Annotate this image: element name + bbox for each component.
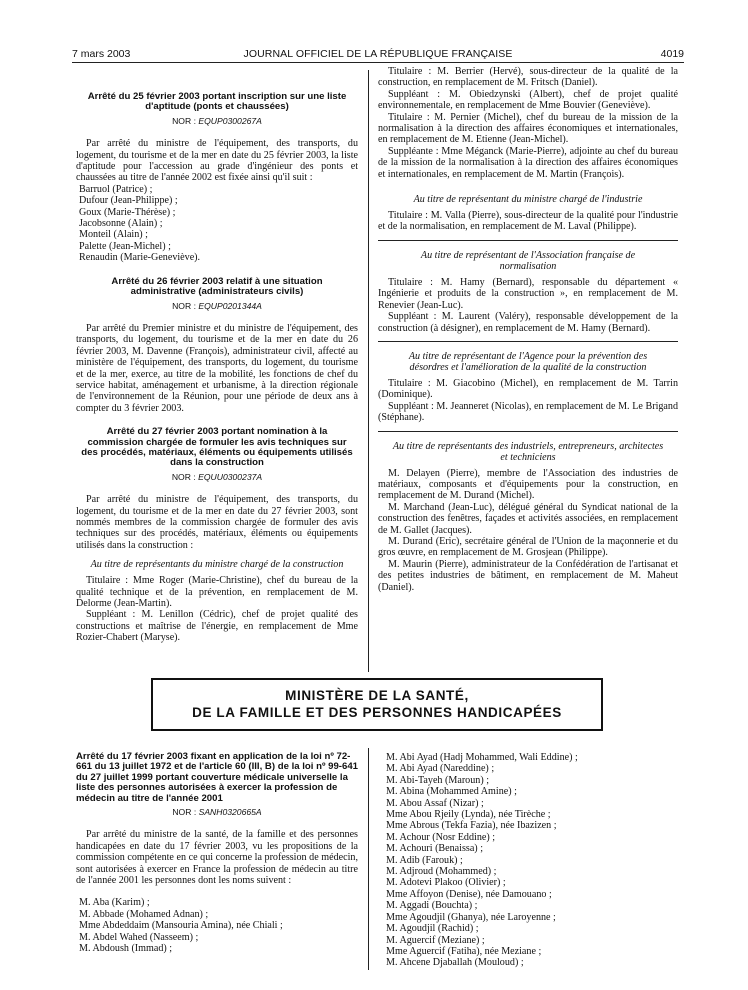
paragraph-laurent: Suppléant : M. Laurent (Valéry), responsable développement de la construction (à désigner), en remplacement de M. Hamy (Bernard).	[378, 311, 678, 334]
list-item: Mme Aguercif (Fatiha), née Meziane ;	[386, 945, 542, 957]
nor-reference-2: NOR : EQUP0201344A	[172, 300, 262, 311]
list-item: M. Abdel Wahed (Nasseem) ;	[79, 931, 199, 943]
paragraph-delayen: M. Delayen (Pierre), membre de l'Association des industries de matériaux, composants et d'équipements pour la construction, en remplacement de M. Durand (Michel).	[378, 467, 678, 502]
list-item: Dufour (Jean-Philippe) ;	[79, 195, 178, 207]
paragraph-jeanneret: Suppléant : M. Jeanneret (Nicolas), en remplacement de M. Le Brigand (Stéphane).	[378, 400, 678, 424]
section-heading-afnor: Au titre de représentant de l'Association française de normalisation	[420, 249, 636, 272]
list-item: M. Abdoush (Immad) ;	[79, 943, 173, 955]
paragraph-durand: M. Durand (Eric), secrétaire général de l'Union de la maçonnerie et du gros œuvre, en remplacement de M. Grosjean (Philippe).	[378, 535, 678, 559]
page-number: 4019	[660, 48, 684, 60]
nor-reference-3: NOR : EQUU0300237A	[171, 471, 263, 482]
list-item: M. Abina (Mohammed Amine) ;	[386, 786, 517, 798]
right-column	[378, 66, 678, 593]
paragraph-hamy: Titulaire : M. Hamy (Bernard), responsable du département « Ingénierie et produits de la construction », en remplacement de M. Renevier (Jean-Luc).	[378, 276, 678, 311]
section-separator	[378, 341, 678, 342]
ministry-heading-line-2: DE LA FAMILLE ET DES PERSONNES HANDICAPÉES	[192, 705, 562, 720]
list-item: Palette (Jean-Michel) ;	[79, 240, 171, 252]
paragraph-meganck: Suppléante : Mme Méganck (Marie-Pierre), adjointe au chef du bureau de la mission de la normalisation à la direction des affaires économiques et internationales, en remplacement de M. Martin (François).	[378, 145, 678, 180]
paragraph-titulaire-roger: Titulaire : Mme Roger (Marie-Christine), chef du bureau de la qualité technique et de la prévention, en remplacement de M. Delorme (Jean-Martin).	[76, 575, 358, 610]
list-item: Jacobsonne (Alain) ;	[79, 218, 163, 230]
physician-name-list-left	[76, 897, 358, 954]
paragraph-marchand: M. Marchand (Jean-Luc), délégué général du Syndicat national de la construction des fenêtres, façades et activités associées, en remplacement de M. Gallet (Jacques).	[378, 501, 678, 536]
decree-body-1: Par arrêté du ministre de l'équipement, des transports, du logement, du tourisme et de la mer en date du 25 février 2003, la liste d'aptitude pour l'accession au grade d'ingénieur des ponts et chaussées au titre de l'année 2002 est fixée ainsi qu'il suit :	[76, 138, 358, 184]
list-item: M. Abi Ayad (Nareddine) ;	[386, 763, 495, 775]
list-item: Monteil (Alain) ;	[79, 229, 148, 241]
ministry-heading-line-1: MINISTÈRE DE LA SANTÉ,	[285, 688, 469, 703]
list-item: M. Abi-Tayeh (Maroun) ;	[386, 774, 490, 786]
list-item: M. Abou Assaf (Nizar) ;	[386, 797, 484, 809]
decree-body-4: Par arrêté du ministre de la santé, de la famille et des personnes handicapées en date du 17 février 2003, vu les propositions de la commission compétente en ce qui concerne la profession de médecin, sont autorisées à exercer en France la profession de médecin au titre de l'année 2001 les personnes dont les noms suivent :	[76, 829, 358, 887]
section-heading-industrie: Au titre de représentant du ministre chargé de l'industrie	[413, 194, 643, 206]
section-separator	[378, 240, 678, 241]
list-item: M. Aggadi (Bouchta) ;	[386, 900, 478, 912]
paragraph-obiedzynski: Suppléant : M. Obiedzynski (Albert), chef de projet qualité environnementale, en remplacement de Mme Bouvier (Geneviève).	[378, 88, 678, 112]
section-heading-construction: Au titre de représentants du ministre chargé de la construction	[90, 559, 344, 571]
issue-date: 7 mars 2003	[72, 48, 131, 60]
decree-title-4: Arrêté du 17 février 2003 fixant en application de la loi nº 72-661 du 13 juillet 1972 et de l'article 60 (III, B) de la loi nº 99-641 du 27 juillet 1999 portant couverture médicale universelle la liste des personnes autorisées à exercer la profession de médecin au titre de l'année 2001	[76, 751, 358, 804]
nor-reference-4: NOR : SANH0320665A	[172, 807, 262, 818]
list-item: Mme Agoudjil (Ghanya), née Laroyenne ;	[386, 911, 556, 923]
bottom-left-column	[76, 752, 358, 955]
nor-reference-1: NOR : EQUP0300267A	[172, 115, 262, 126]
decree-title-3: Arrêté du 27 février 2003 portant nomination à la commission chargée de formuler les avis techniques sur des procédés, matériaux, éléments ou équipements utilisés dans la construction	[81, 426, 353, 469]
list-item: M. Achouri (Benaissa) ;	[386, 843, 483, 855]
header-rule	[72, 62, 684, 63]
decree-title-1: Arrêté du 25 février 2003 portant inscription sur une liste d'aptitude (ponts et chaussées)	[87, 91, 347, 113]
list-item: M. Achour (Nosr Eddine) ;	[386, 831, 496, 843]
paragraph-suppleant-lenillon: Suppléant : M. Lenillon (Cédric), chef de projet qualité des constructions et maîtrise de l'énergie, en remplacement de Mme Rozier-Chabert (Maryse).	[76, 609, 358, 644]
ministry-heading-box	[151, 678, 603, 731]
column-divider-top	[368, 70, 369, 672]
paragraph-valla: Titulaire : M. Valla (Pierre), sous-directeur de la qualité pour l'industrie et de la normalisation, en remplacement de M. Laval (Philippe).	[378, 210, 678, 233]
decree-body-2: Par arrêté du Premier ministre et du ministre de l'équipement, des transports, du logement, du tourisme et de la mer en date du 26 février 2003, M. Davenne (François), administrateur civil, affecté au ministère de l'équipement, des transports, du logement, du tourisme et de la mer, exerce, au titre de la mobilité, les fonctions de chef du service habitat, aménagement et urbanisme, à la direction régionale de l'environnement de la Réunion, pour une période de deux ans à compter du 3 février 2003.	[76, 322, 358, 414]
list-item: M. Ahcene Djaballah (Mouloud) ;	[386, 957, 524, 969]
list-item: Goux (Marie-Thérèse) ;	[79, 206, 176, 218]
list-item: Mme Abdeddaim (Mansouria Amina), née Chiali ;	[79, 920, 283, 932]
list-item: Mme Affoyon (Denise), née Damouano ;	[386, 888, 552, 900]
paragraph-giacobino: Titulaire : M. Giacobino (Michel), en remplacement de M. Tarrin (Dominique).	[378, 377, 678, 401]
section-separator	[378, 431, 678, 432]
paragraph-maurin: M. Maurin (Pierre), administrateur de la Confédération de l'artisanat et des petites industries de bâtiment, en remplacement de M. Maheut (Daniel).	[378, 558, 678, 593]
list-item: Mme Abou Rjeily (Lynda), née Tirèche ;	[386, 809, 551, 821]
section-heading-industriels: Au titre de représentants des industriels, entrepreneurs, architectes et techniciens	[392, 440, 664, 463]
list-item: M. Agoudjil (Rachid) ;	[386, 923, 479, 935]
list-item: M. Adotevi Plakoo (Olivier) ;	[386, 877, 506, 889]
list-item: M. Abi Ayad (Hadj Mohammed, Wali Eddine) ;	[386, 752, 578, 763]
physician-name-list-right	[383, 752, 678, 969]
column-divider-bottom	[368, 748, 369, 970]
paragraph-berrier: Titulaire : M. Berrier (Hervé), sous-directeur de la qualité de la construction, en remplacement de M. Fritsch (Daniel).	[378, 66, 678, 89]
list-item: M. Aba (Karim) ;	[79, 897, 150, 909]
list-item: Barruol (Patrice) ;	[79, 183, 153, 195]
journal-title: JOURNAL OFFICIEL DE LA RÉPUBLIQUE FRANÇAISE	[243, 48, 513, 60]
decree-title-2: Arrêté du 26 février 2003 relatif à une situation administrative (administrateurs civils)	[111, 275, 323, 298]
aptitude-name-list	[76, 184, 358, 264]
list-item: M. Adjroud (Mohammed) ;	[386, 866, 497, 878]
list-item: M. Abbade (Mohamed Adnan) ;	[79, 908, 209, 920]
section-heading-agence: Au titre de représentant de l'Agence pour la prévention des désordres et l'amélioration de la qualité de la construction	[408, 350, 648, 373]
paragraph-pernier: Titulaire : M. Pernier (Michel), chef du bureau de la mission de la normalisation à la direction des affaires économiques et internationales, en remplacement de M. Etienne (Jean-Michel).	[378, 111, 678, 146]
decree-body-3: Par arrêté du ministre de l'équipement, des transports, du logement, du tourisme et de la mer en date du 27 février 2003, sont nommés membres de la commission chargée de formuler des avis techniques sur des procédés, matériaux, éléments ou équipements utilisés dans la construction :	[76, 494, 358, 551]
left-column	[76, 92, 358, 644]
page-header	[72, 48, 684, 62]
list-item: M. Adib (Farouk) ;	[386, 854, 463, 866]
bottom-right-column	[383, 752, 678, 969]
list-item: Renaudin (Marie-Geneviève).	[79, 252, 201, 264]
list-item: M. Aguercif (Meziane) ;	[386, 934, 485, 946]
list-item: Mme Abrous (Tekfa Fazia), née Ibazizen ;	[386, 820, 557, 832]
